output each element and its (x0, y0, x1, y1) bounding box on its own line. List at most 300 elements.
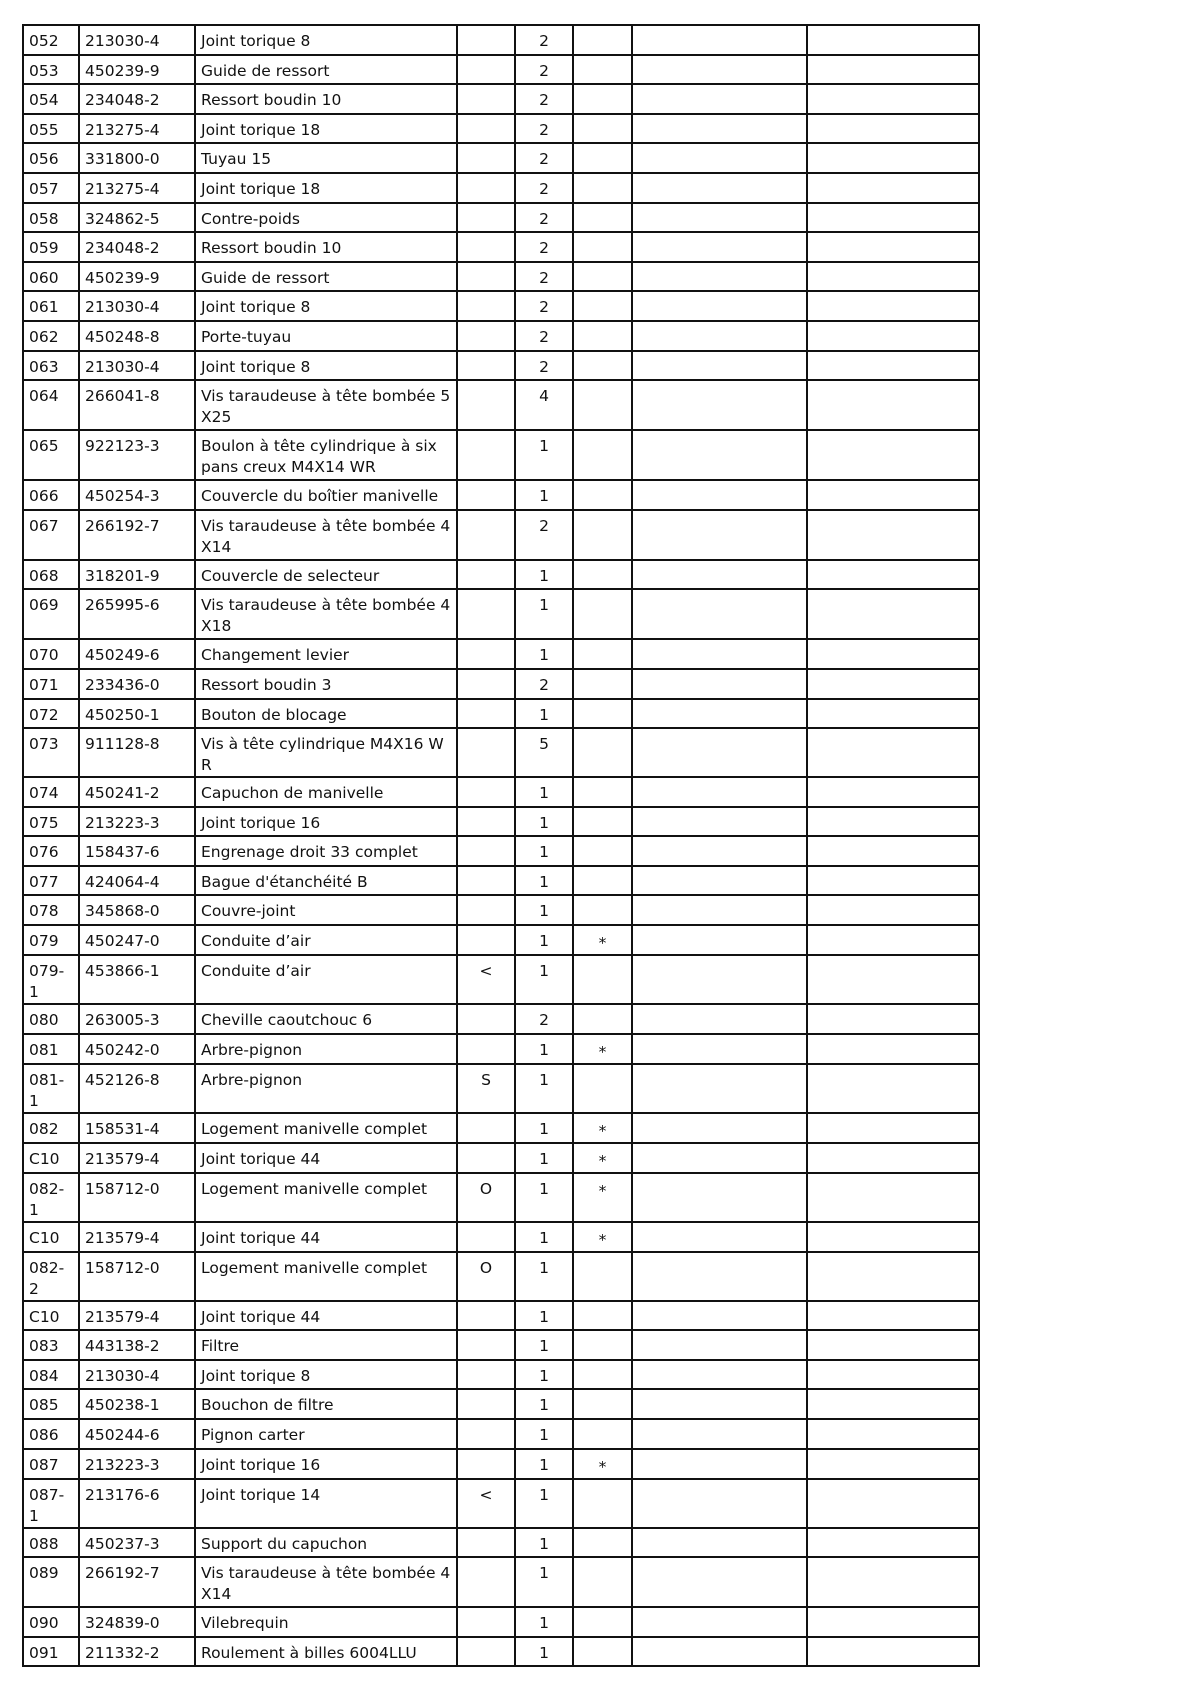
table-row (23, 430, 979, 480)
mark-cell (573, 1360, 632, 1390)
quantity-cell: 2 (515, 84, 573, 114)
blank-cell (632, 25, 807, 55)
item-number-cell: 062 (23, 321, 79, 351)
note-cell (457, 807, 515, 837)
note-cell (457, 1330, 515, 1360)
blank-cell (632, 430, 807, 480)
part-number-cell: 922123-3 (79, 430, 195, 480)
blank-cell (632, 84, 807, 114)
mark-cell (573, 1252, 632, 1301)
description-cell: Vis taraudeuse à tête bombée 4X14 (195, 1557, 457, 1607)
note-cell: S (457, 1064, 515, 1113)
item-number-cell: 086 (23, 1419, 79, 1449)
table-row (23, 589, 979, 639)
mark-cell (573, 173, 632, 203)
blank-cell (632, 1222, 807, 1252)
blank-cell (632, 173, 807, 203)
part-number-cell: 213579-4 (79, 1222, 195, 1252)
note-cell (457, 143, 515, 173)
quantity-cell: 5 (515, 728, 573, 777)
quantity-cell: 1 (515, 895, 573, 925)
blank-cell (632, 203, 807, 233)
table-row (23, 1034, 979, 1064)
mark-cell (573, 1301, 632, 1331)
part-number-cell: 450242-0 (79, 1034, 195, 1064)
table-row (23, 291, 979, 321)
part-number-cell: 158712-0 (79, 1173, 195, 1222)
blank-cell (807, 1637, 979, 1667)
note-cell (457, 203, 515, 233)
table-row (23, 699, 979, 729)
table-row (23, 925, 979, 955)
blank-cell (632, 836, 807, 866)
mark-cell (573, 895, 632, 925)
item-number-cell: C10 (23, 1301, 79, 1331)
quantity-cell: 2 (515, 173, 573, 203)
blank-cell (632, 480, 807, 510)
part-number-cell: 443138-2 (79, 1330, 195, 1360)
description-cell: Ressort boudin 3 (195, 669, 457, 699)
quantity-cell: 4 (515, 380, 573, 430)
table-row (23, 84, 979, 114)
table-row (23, 351, 979, 381)
table-row (23, 669, 979, 699)
table-row (23, 114, 979, 144)
note-cell (457, 232, 515, 262)
blank-cell (807, 866, 979, 896)
part-number-cell: 213275-4 (79, 173, 195, 203)
item-number-cell: 068 (23, 560, 79, 590)
quantity-cell: 2 (515, 143, 573, 173)
quantity-cell: 2 (515, 55, 573, 85)
note-cell (457, 1528, 515, 1558)
blank-cell (807, 1479, 979, 1528)
description-cell: Logement manivelle complet (195, 1113, 457, 1143)
item-number-cell: 082-1 (23, 1173, 79, 1222)
item-number-cell: 054 (23, 84, 79, 114)
part-number-cell: 911128-8 (79, 728, 195, 777)
quantity-cell: 1 (515, 836, 573, 866)
note-cell (457, 84, 515, 114)
blank-cell (807, 1252, 979, 1301)
item-number-cell: 076 (23, 836, 79, 866)
quantity-cell: 2 (515, 351, 573, 381)
description-cell: Bouchon de filtre (195, 1389, 457, 1419)
table-row (23, 1449, 979, 1479)
quantity-cell: 1 (515, 1360, 573, 1390)
description-cell: Joint torique 8 (195, 291, 457, 321)
mark-cell (573, 728, 632, 777)
part-number-cell: 213223-3 (79, 807, 195, 837)
quantity-cell: 2 (515, 203, 573, 233)
item-number-cell: 087-1 (23, 1479, 79, 1528)
mark-cell (573, 25, 632, 55)
item-number-cell: C10 (23, 1143, 79, 1173)
description-cell: Couvercle du boîtier manivelle (195, 480, 457, 510)
blank-cell (807, 114, 979, 144)
blank-cell (632, 1113, 807, 1143)
blank-cell (807, 560, 979, 590)
item-number-cell: 077 (23, 866, 79, 896)
blank-cell (632, 925, 807, 955)
blank-cell (632, 232, 807, 262)
mark-cell (573, 1419, 632, 1449)
item-number-cell: 081-1 (23, 1064, 79, 1113)
blank-cell (807, 1557, 979, 1607)
item-number-cell: 071 (23, 669, 79, 699)
description-cell: Logement manivelle complet (195, 1173, 457, 1222)
blank-cell (807, 1222, 979, 1252)
table-row (23, 1222, 979, 1252)
part-number-cell: 318201-9 (79, 560, 195, 590)
blank-cell (807, 143, 979, 173)
mark-cell (573, 1637, 632, 1667)
part-number-cell: 450254-3 (79, 480, 195, 510)
blank-cell (807, 728, 979, 777)
mark-cell (573, 560, 632, 590)
note-cell (457, 728, 515, 777)
blank-cell (632, 728, 807, 777)
quantity-cell: 1 (515, 955, 573, 1004)
item-number-cell: 066 (23, 480, 79, 510)
mark-cell (573, 480, 632, 510)
mark-cell: * (573, 925, 632, 955)
description-cell: Changement levier (195, 639, 457, 669)
note-cell: < (457, 1479, 515, 1528)
part-number-cell: 266041-8 (79, 380, 195, 430)
table-row (23, 1360, 979, 1390)
blank-cell (807, 84, 979, 114)
mark-cell (573, 777, 632, 807)
blank-cell (632, 560, 807, 590)
table-row (23, 143, 979, 173)
part-number-cell: 452126-8 (79, 1064, 195, 1113)
table-row (23, 1173, 979, 1222)
item-number-cell: 079-1 (23, 955, 79, 1004)
blank-cell (632, 1637, 807, 1667)
description-cell: Logement manivelle complet (195, 1252, 457, 1301)
part-number-cell: 450248-8 (79, 321, 195, 351)
quantity-cell: 1 (515, 589, 573, 639)
item-number-cell: 087 (23, 1449, 79, 1479)
item-number-cell: 055 (23, 114, 79, 144)
blank-cell (632, 143, 807, 173)
blank-cell (807, 1301, 979, 1331)
blank-cell (632, 510, 807, 560)
blank-cell (632, 321, 807, 351)
mark-cell (573, 589, 632, 639)
item-number-cell: 070 (23, 639, 79, 669)
description-cell: Cheville caoutchouc 6 (195, 1004, 457, 1034)
blank-cell (807, 1330, 979, 1360)
part-number-cell: 211332-2 (79, 1637, 195, 1667)
description-cell: Vis taraudeuse à tête bombée 4X18 (195, 589, 457, 639)
quantity-cell: 2 (515, 1004, 573, 1034)
quantity-cell: 1 (515, 1557, 573, 1607)
quantity-cell: 1 (515, 1528, 573, 1558)
blank-cell (632, 589, 807, 639)
note-cell (457, 262, 515, 292)
description-cell: Support du capuchon (195, 1528, 457, 1558)
quantity-cell: 1 (515, 1143, 573, 1173)
description-cell: Porte-tuyau (195, 321, 457, 351)
description-cell: Guide de ressort (195, 55, 457, 85)
note-cell: < (457, 955, 515, 1004)
description-cell: Contre-poids (195, 203, 457, 233)
part-number-cell: 213030-4 (79, 291, 195, 321)
quantity-cell: 1 (515, 1113, 573, 1143)
blank-cell (632, 895, 807, 925)
description-cell: Pignon carter (195, 1419, 457, 1449)
mark-cell (573, 84, 632, 114)
mark-cell (573, 866, 632, 896)
blank-cell (632, 699, 807, 729)
blank-cell (807, 589, 979, 639)
part-number-cell: 450237-3 (79, 1528, 195, 1558)
description-cell: Joint torique 8 (195, 25, 457, 55)
note-cell (457, 1389, 515, 1419)
item-number-cell: C10 (23, 1222, 79, 1252)
note-cell (457, 589, 515, 639)
part-number-cell: 213176-6 (79, 1479, 195, 1528)
item-number-cell: 083 (23, 1330, 79, 1360)
blank-cell (807, 1034, 979, 1064)
part-number-cell: 450238-1 (79, 1389, 195, 1419)
item-number-cell: 085 (23, 1389, 79, 1419)
description-cell: Conduite d’air (195, 925, 457, 955)
item-number-cell: 074 (23, 777, 79, 807)
part-number-cell: 450250-1 (79, 699, 195, 729)
note-cell (457, 669, 515, 699)
blank-cell (632, 1330, 807, 1360)
quantity-cell: 2 (515, 291, 573, 321)
parts-table (22, 24, 980, 1667)
part-number-cell: 233436-0 (79, 669, 195, 699)
part-number-cell: 324862-5 (79, 203, 195, 233)
blank-cell (807, 1064, 979, 1113)
table-row (23, 1330, 979, 1360)
part-number-cell: 450247-0 (79, 925, 195, 955)
part-number-cell: 234048-2 (79, 232, 195, 262)
quantity-cell: 1 (515, 1301, 573, 1331)
quantity-cell: 1 (515, 560, 573, 590)
part-number-cell: 453866-1 (79, 955, 195, 1004)
blank-cell (807, 639, 979, 669)
blank-cell (632, 1301, 807, 1331)
table-row (23, 777, 979, 807)
note-cell (457, 173, 515, 203)
item-number-cell: 069 (23, 589, 79, 639)
table-row (23, 1143, 979, 1173)
blank-cell (632, 291, 807, 321)
mark-cell (573, 55, 632, 85)
part-number-cell: 266192-7 (79, 510, 195, 560)
description-cell: Conduite d’air (195, 955, 457, 1004)
item-number-cell: 060 (23, 262, 79, 292)
part-number-cell: 450239-9 (79, 55, 195, 85)
description-cell: Ressort boudin 10 (195, 232, 457, 262)
description-cell: Vis taraudeuse à tête bombée 5X25 (195, 380, 457, 430)
part-number-cell: 265995-6 (79, 589, 195, 639)
quantity-cell: 1 (515, 807, 573, 837)
part-number-cell: 450239-9 (79, 262, 195, 292)
part-number-cell: 234048-2 (79, 84, 195, 114)
description-cell: Vis à tête cylindrique M4X16 WR (195, 728, 457, 777)
item-number-cell: 052 (23, 25, 79, 55)
item-number-cell: 081 (23, 1034, 79, 1064)
description-cell: Joint torique 44 (195, 1301, 457, 1331)
blank-cell (807, 699, 979, 729)
blank-cell (807, 669, 979, 699)
note-cell (457, 1143, 515, 1173)
description-cell: Joint torique 16 (195, 1449, 457, 1479)
blank-cell (807, 321, 979, 351)
description-cell: Arbre-pignon (195, 1064, 457, 1113)
quantity-cell: 1 (515, 925, 573, 955)
part-number-cell: 213579-4 (79, 1143, 195, 1173)
parts-list-sheet (22, 0, 978, 1683)
note-cell (457, 1034, 515, 1064)
table-row (23, 203, 979, 233)
part-number-cell: 213030-4 (79, 25, 195, 55)
item-number-cell: 080 (23, 1004, 79, 1034)
blank-cell (632, 1143, 807, 1173)
table-row (23, 1389, 979, 1419)
note-cell (457, 1004, 515, 1034)
quantity-cell: 1 (515, 639, 573, 669)
quantity-cell: 1 (515, 480, 573, 510)
table-row (23, 480, 979, 510)
description-cell: Joint torique 16 (195, 807, 457, 837)
table-row (23, 639, 979, 669)
mark-cell (573, 699, 632, 729)
blank-cell (632, 1419, 807, 1449)
mark-cell (573, 510, 632, 560)
note-cell (457, 925, 515, 955)
part-number-cell: 345868-0 (79, 895, 195, 925)
note-cell (457, 351, 515, 381)
table-row (23, 1301, 979, 1331)
mark-cell (573, 143, 632, 173)
quantity-cell: 1 (515, 1064, 573, 1113)
table-row (23, 728, 979, 777)
mark-cell (573, 430, 632, 480)
note-cell (457, 430, 515, 480)
description-cell: Bouton de blocage (195, 699, 457, 729)
item-number-cell: 082 (23, 1113, 79, 1143)
blank-cell (807, 430, 979, 480)
blank-cell (632, 351, 807, 381)
blank-cell (632, 1449, 807, 1479)
item-number-cell: 075 (23, 807, 79, 837)
description-cell: Capuchon de manivelle (195, 777, 457, 807)
blank-cell (807, 1173, 979, 1222)
quantity-cell: 2 (515, 321, 573, 351)
quantity-cell: 2 (515, 669, 573, 699)
mark-cell (573, 380, 632, 430)
blank-cell (632, 262, 807, 292)
description-cell: Joint torique 44 (195, 1143, 457, 1173)
part-number-cell: 213223-3 (79, 1449, 195, 1479)
table-row (23, 807, 979, 837)
part-number-cell: 263005-3 (79, 1004, 195, 1034)
description-cell: Guide de ressort (195, 262, 457, 292)
quantity-cell: 1 (515, 866, 573, 896)
table-row (23, 836, 979, 866)
mark-cell: * (573, 1449, 632, 1479)
item-number-cell: 072 (23, 699, 79, 729)
table-row (23, 1419, 979, 1449)
part-number-cell: 266192-7 (79, 1557, 195, 1607)
note-cell (457, 866, 515, 896)
item-number-cell: 089 (23, 1557, 79, 1607)
mark-cell (573, 262, 632, 292)
mark-cell (573, 639, 632, 669)
part-number-cell: 450244-6 (79, 1419, 195, 1449)
blank-cell (807, 807, 979, 837)
blank-cell (632, 669, 807, 699)
blank-cell (632, 1173, 807, 1222)
description-cell: Tuyau 15 (195, 143, 457, 173)
item-number-cell: 088 (23, 1528, 79, 1558)
mark-cell: * (573, 1173, 632, 1222)
quantity-cell: 2 (515, 510, 573, 560)
blank-cell (632, 55, 807, 85)
note-cell (457, 291, 515, 321)
part-number-cell: 158437-6 (79, 836, 195, 866)
blank-cell (807, 1360, 979, 1390)
quantity-cell: 1 (515, 1034, 573, 1064)
note-cell (457, 777, 515, 807)
quantity-cell: 1 (515, 699, 573, 729)
mark-cell (573, 232, 632, 262)
description-cell: Vis taraudeuse à tête bombée 4X14 (195, 510, 457, 560)
description-cell: Roulement à billes 6004LLU (195, 1637, 457, 1667)
quantity-cell: 1 (515, 1389, 573, 1419)
description-cell: Couvre-joint (195, 895, 457, 925)
table-row (23, 1479, 979, 1528)
blank-cell (632, 955, 807, 1004)
quantity-cell: 1 (515, 430, 573, 480)
quantity-cell: 1 (515, 1449, 573, 1479)
note-cell (457, 836, 515, 866)
note-cell (457, 480, 515, 510)
table-row (23, 262, 979, 292)
blank-cell (807, 262, 979, 292)
blank-cell (807, 380, 979, 430)
blank-cell (807, 895, 979, 925)
blank-cell (632, 866, 807, 896)
description-cell: Joint torique 18 (195, 114, 457, 144)
mark-cell (573, 1330, 632, 1360)
item-number-cell: 063 (23, 351, 79, 381)
table-row (23, 1064, 979, 1113)
item-number-cell: 065 (23, 430, 79, 480)
note-cell (457, 560, 515, 590)
note-cell (457, 114, 515, 144)
parts-table-body (23, 25, 979, 1666)
description-cell: Joint torique 18 (195, 173, 457, 203)
blank-cell (807, 1419, 979, 1449)
blank-cell (632, 777, 807, 807)
item-number-cell: 090 (23, 1607, 79, 1637)
mark-cell: * (573, 1034, 632, 1064)
table-row (23, 1528, 979, 1558)
blank-cell (632, 114, 807, 144)
table-row (23, 25, 979, 55)
quantity-cell: 1 (515, 1222, 573, 1252)
quantity-cell: 1 (515, 1252, 573, 1301)
